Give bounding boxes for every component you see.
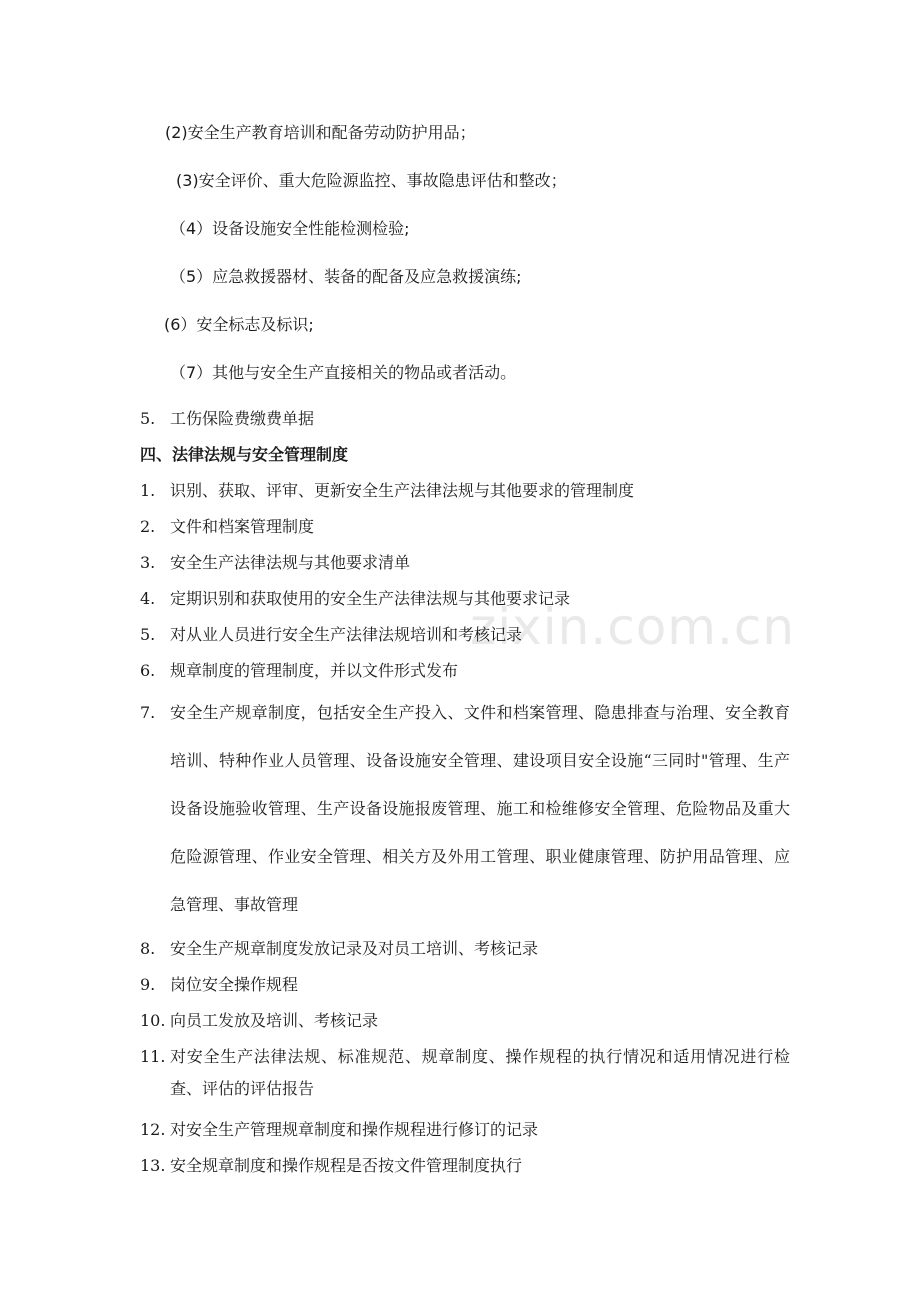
- list-item-text: 岗位安全操作规程: [170, 975, 299, 994]
- list-item-text: 对安全生产管理规章制度和操作规程进行修订的记录: [170, 1120, 539, 1139]
- list-item-number: 1.: [140, 481, 156, 500]
- list-item-text: 规章制度的管理制度，并以文件形式发布: [170, 661, 459, 680]
- section-heading: 四、法律法规与安全管理制度: [140, 445, 349, 464]
- list-item: [0, 689, 920, 929]
- subitem-6: (6）安全标志及标识;: [164, 315, 314, 334]
- list-item-text: 识别、获取、评审、更新安全生产法律法规与其他要求的管理制度: [170, 481, 635, 500]
- list-item-number: 8.: [140, 939, 156, 958]
- list-item: [0, 1041, 920, 1105]
- subitem-5: （5）应急救援器材、装备的配备及应急救援演练;: [170, 267, 522, 286]
- list-item-text: 安全规章制度和操作规程是否按文件管理制度执行: [170, 1156, 523, 1175]
- list-item-number: 13.: [140, 1156, 166, 1175]
- list-item-text: 安全生产法律法规与其他要求清单: [170, 553, 411, 572]
- list-item-text: 安全生产规章制度发放记录及对员工培训、考核记录: [170, 939, 539, 958]
- watermark: zixin.com.cn: [470, 598, 796, 656]
- subitem-7: （7）其他与安全生产直接相关的物品或者活动。: [170, 363, 517, 382]
- subitem-4: （4）设备设施安全性能检测检验;: [170, 219, 410, 238]
- list-item-text: 工伤保险费缴费单据: [170, 409, 315, 428]
- list-item-number: 5.: [140, 409, 156, 428]
- list-item-text: 安全生产规章制度，包括安全生产投入、文件和档案管理、隐患排查与治理、安全教育培训、特种作业人员管理、设备设施安全管理、建设项目安全设施“三同时"管理、生产设备设施验收管理、生产设备设施报废管理、施工和检维修安全管理、危险物品及重大危险源管理、作业安全管理、相关方及外用工管理、职业健康管理、防护用品管理、应急管理、事故管理: [170, 703, 790, 914]
- subitem-2: (2)安全生产教育培训和配备劳动防护用品；: [165, 123, 476, 142]
- list-item-number: 10.: [140, 1011, 166, 1030]
- list-item-number: 7.: [140, 703, 156, 722]
- list-item-text: 定期识别和获取使用的安全生产法律法规与其他要求记录: [170, 589, 571, 608]
- list-item-number: 12.: [140, 1120, 166, 1139]
- subitem-3: (3)安全评价、重大危险源监控、事故隐患评估和整改；: [176, 171, 567, 190]
- list-item-number: 4.: [140, 589, 156, 608]
- list-item-text: 对从业人员进行安全生产法律法规培训和考核记录: [170, 625, 523, 644]
- list-item-number: 6.: [140, 661, 156, 680]
- list-item-number: 2.: [140, 517, 156, 536]
- list-item-text: 对安全生产法律法规、标准规范、规章制度、操作规程的执行情况和适用情况进行检查、评估的评估报告: [170, 1047, 790, 1098]
- list-item-text: 向员工发放及培训、考核记录: [170, 1011, 379, 1030]
- list-item-number: 9.: [140, 975, 156, 994]
- list-item-number: 5.: [140, 625, 156, 644]
- list-item-text: 文件和档案管理制度: [170, 517, 315, 536]
- list-item-number: 3.: [140, 553, 156, 572]
- list-item-number: 11.: [140, 1047, 166, 1066]
